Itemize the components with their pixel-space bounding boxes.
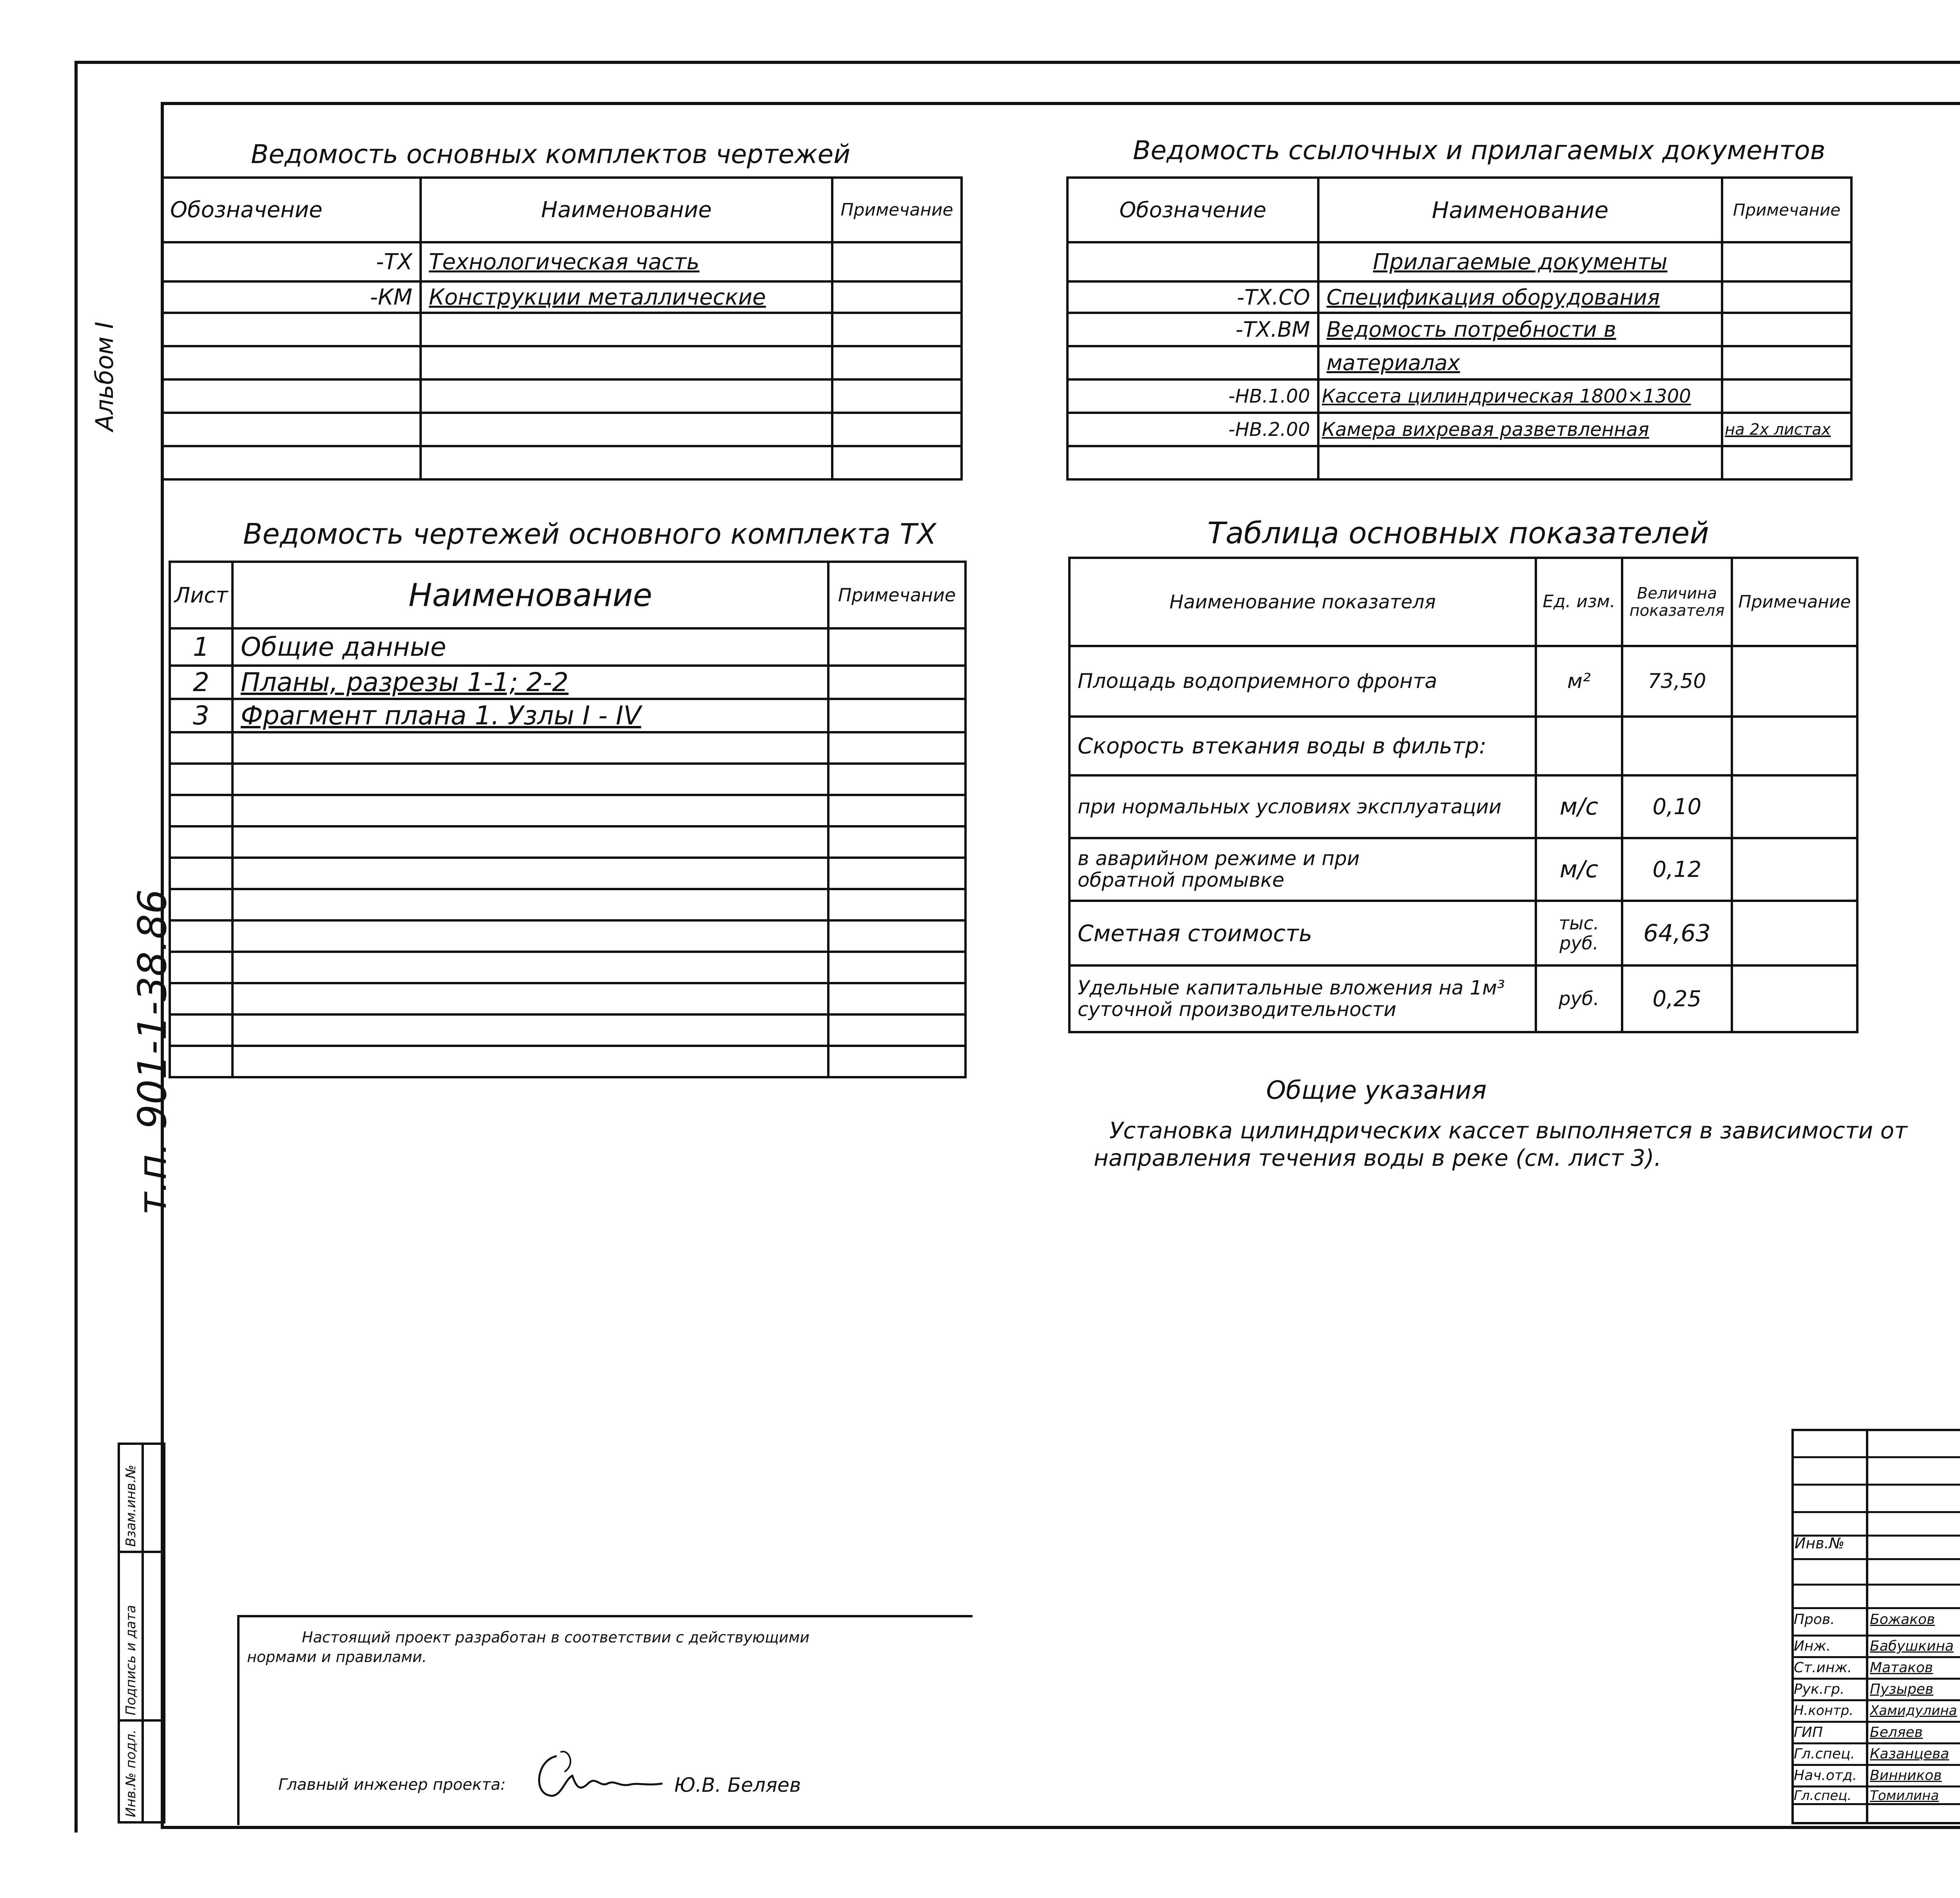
table-row — [1069, 646, 1857, 717]
name-cell: материалах — [1318, 346, 1722, 379]
col-note: Примечание — [832, 178, 962, 242]
name-cell: Конструкции металлические — [421, 281, 832, 313]
indicator-value: 64,63 — [1622, 901, 1732, 965]
table-row — [170, 795, 965, 826]
table-row — [162, 313, 962, 346]
table-row — [170, 764, 965, 795]
indicator-name: Скорость втекания воды в фильтр: — [1069, 717, 1536, 775]
code-cell: -ТХ — [162, 242, 421, 281]
col-code: Обозначение — [162, 178, 421, 242]
col-indicator: Наименование показателя — [1069, 558, 1536, 646]
indicator-note — [1732, 717, 1857, 775]
side-project-code: т.п. 901-1-38.86 — [129, 889, 175, 1215]
code-cell: -КМ — [162, 281, 421, 313]
staff-name: Беляев — [1870, 1724, 1923, 1740]
staff-role: Инж. — [1794, 1638, 1831, 1654]
table-row — [170, 952, 965, 983]
indicator-unit: тыс. руб. — [1536, 901, 1622, 965]
table-row — [170, 858, 965, 889]
table-row — [170, 889, 965, 920]
staff-name: Казанцева — [1870, 1746, 1949, 1762]
table-row — [162, 446, 962, 479]
table-row — [170, 1014, 965, 1046]
col-name: Наименование — [421, 178, 832, 242]
indicator-note — [1732, 775, 1857, 838]
staff-name: Матаков — [1870, 1660, 1933, 1676]
inv-label: Инв.№ — [1795, 1535, 1845, 1552]
note-cell — [832, 281, 962, 313]
name-cell: Камера вихревая разветвленная — [1318, 413, 1722, 446]
name-cell: Ведомость потребности в — [1318, 313, 1722, 346]
col-name: Наименование — [232, 562, 828, 628]
indicator-note — [1732, 646, 1857, 717]
note-cell — [1722, 313, 1851, 346]
indicator-note — [1732, 901, 1857, 965]
sheet-cell: 3 — [170, 699, 232, 732]
main-sets-table — [161, 176, 963, 481]
main-sets-title: Ведомость основных комплектов чертежей — [251, 139, 851, 169]
compliance-text-2: нормами и правилами. — [247, 1648, 427, 1666]
sheet-cell: 2 — [170, 666, 232, 699]
col-note: Примечание — [1722, 178, 1851, 242]
table-row — [170, 983, 965, 1014]
col-value: Величина показателя — [1622, 558, 1732, 646]
indicator-name: Удельные капитальные вложения на 1м³ суточной производительности — [1069, 965, 1536, 1032]
table-row — [170, 666, 965, 699]
indicator-value: 0,10 — [1622, 775, 1732, 838]
table-row — [170, 628, 965, 666]
sheet-cell: 1 — [170, 628, 232, 666]
staff-role: ГИП — [1794, 1724, 1823, 1740]
col-note: Примечание — [1732, 558, 1857, 646]
table-row — [1067, 379, 1851, 413]
general-notes-line2: направления течения воды в реке (см. лист 3). — [1094, 1145, 1662, 1171]
chief-engineer-name: Ю.В. Беляев — [674, 1774, 801, 1796]
note-cell — [828, 699, 965, 732]
staff-role: Ст.инж. — [1794, 1660, 1852, 1676]
staff-name: Томилина — [1870, 1788, 1939, 1804]
indicator-value: 0,25 — [1622, 965, 1732, 1032]
indicator-unit: м/с — [1536, 838, 1622, 901]
table-row — [170, 732, 965, 764]
compliance-text-1: Настоящий проект разработан в соответствии с действующими — [302, 1629, 809, 1646]
name-cell: Спецификация оборудования — [1318, 281, 1722, 313]
col-note: Примечание — [828, 562, 965, 628]
name-cell: Фрагмент плана 1. Узлы I - IV — [232, 699, 828, 732]
chief-engineer-label: Главный инженер проекта: — [278, 1776, 506, 1794]
indicator-unit: м/с — [1536, 775, 1622, 838]
indicator-name: Сметная стоимость — [1069, 901, 1536, 965]
staff-role: Пров. — [1794, 1611, 1835, 1628]
indicator-note — [1732, 838, 1857, 901]
sheet-left-line — [74, 61, 78, 1833]
title-block — [1791, 1429, 1960, 1823]
table-row — [1069, 838, 1857, 901]
note-cell — [828, 628, 965, 666]
table-row — [170, 699, 965, 732]
staff-role: Гл.спец. — [1794, 1788, 1852, 1804]
code-cell: -ТХ.ВМ — [1067, 313, 1318, 346]
side-stamp — [118, 1443, 165, 1824]
table-row — [1069, 965, 1857, 1032]
code-cell: -НВ.2.00 — [1067, 413, 1318, 446]
staff-name: Пузырев — [1870, 1681, 1934, 1697]
table-row — [1069, 775, 1857, 838]
name-cell: Кассета цилиндрическая 1800×1300 — [1318, 379, 1722, 413]
ref-docs-title: Ведомость ссылочных и прилагаемых документов — [1133, 135, 1826, 165]
staff-role: Гл.спец. — [1794, 1746, 1855, 1762]
staff-name: Божаков — [1870, 1611, 1935, 1628]
table-row — [1067, 346, 1851, 379]
staff-role: Рук.гр. — [1794, 1681, 1845, 1697]
indicators-title: Таблица основных показателей — [1207, 515, 1709, 550]
indicator-unit: руб. — [1536, 965, 1622, 1032]
ref-docs-table — [1066, 176, 1853, 481]
staff-role: Н.контр. — [1794, 1703, 1854, 1718]
code-cell: -НВ.1.00 — [1067, 379, 1318, 413]
album-label: Альбом I — [90, 321, 119, 431]
table-row — [170, 826, 965, 858]
table-row — [1067, 313, 1851, 346]
staff-name: Винников — [1870, 1767, 1942, 1784]
table-row — [162, 346, 962, 379]
table-row — [162, 413, 962, 446]
table-row — [1067, 242, 1851, 281]
note-cell — [1722, 346, 1851, 379]
drawings-list-title: Ведомость чертежей основного комплекта ТХ — [243, 517, 936, 550]
note-cell — [828, 666, 965, 699]
col-name: Наименование — [1318, 178, 1722, 242]
note-cell: на 2х листах — [1722, 413, 1851, 446]
indicator-unit: м² — [1536, 646, 1622, 717]
attached-docs-heading: Прилагаемые документы — [1318, 242, 1722, 281]
indicator-unit — [1536, 717, 1622, 775]
general-notes-line1: Установка цилиндрических кассет выполняется в зависимости от — [1109, 1117, 1907, 1144]
code-cell — [1067, 346, 1318, 379]
staff-name: Бабушкина — [1870, 1638, 1954, 1654]
col-unit: Ед. изм. — [1536, 558, 1622, 646]
indicator-name: в аварийном режиме и при обратной промывке — [1069, 838, 1536, 901]
note-cell — [1722, 379, 1851, 413]
side-stamp-signature: Подпись и дата — [123, 1605, 139, 1715]
indicator-name: Площадь водоприемного фронта — [1069, 646, 1536, 717]
drawings-list-table — [169, 561, 967, 1078]
table-row — [162, 281, 962, 313]
indicator-value: 0,12 — [1622, 838, 1732, 901]
name-cell: Технологическая часть — [421, 242, 832, 281]
table-row — [1069, 901, 1857, 965]
col-code: Обозначение — [1067, 178, 1318, 242]
col-sheet: Лист — [170, 562, 232, 628]
table-row — [1067, 281, 1851, 313]
table-row — [1067, 446, 1851, 479]
table-row — [162, 242, 962, 281]
chief-engineer-signature — [533, 1740, 670, 1807]
sheet-top-line — [74, 61, 1960, 64]
table-row — [162, 379, 962, 413]
indicators-table — [1068, 557, 1858, 1033]
table-row — [1069, 717, 1857, 775]
table-row — [1067, 413, 1851, 446]
note-cell — [832, 242, 962, 281]
table-row — [170, 920, 965, 952]
side-stamp-inv: Инв.№ подл. — [123, 1729, 139, 1817]
note-cell — [1722, 281, 1851, 313]
staff-role: Нач.отд. — [1794, 1767, 1857, 1784]
name-cell: Общие данные — [232, 628, 828, 666]
table-row — [170, 1046, 965, 1077]
indicator-value — [1622, 717, 1732, 775]
general-notes-title: Общие указания — [1266, 1076, 1487, 1105]
staff-name: Хамидулина — [1870, 1703, 1957, 1718]
indicator-note — [1732, 965, 1857, 1032]
name-cell: Планы, разрезы 1-1; 2-2 — [232, 666, 828, 699]
side-stamp-replace: Взам.инв.№ — [123, 1464, 139, 1547]
indicator-value: 73,50 — [1622, 646, 1732, 717]
indicator-name: при нормальных условиях эксплуатации — [1069, 775, 1536, 838]
code-cell: -ТХ.СО — [1067, 281, 1318, 313]
